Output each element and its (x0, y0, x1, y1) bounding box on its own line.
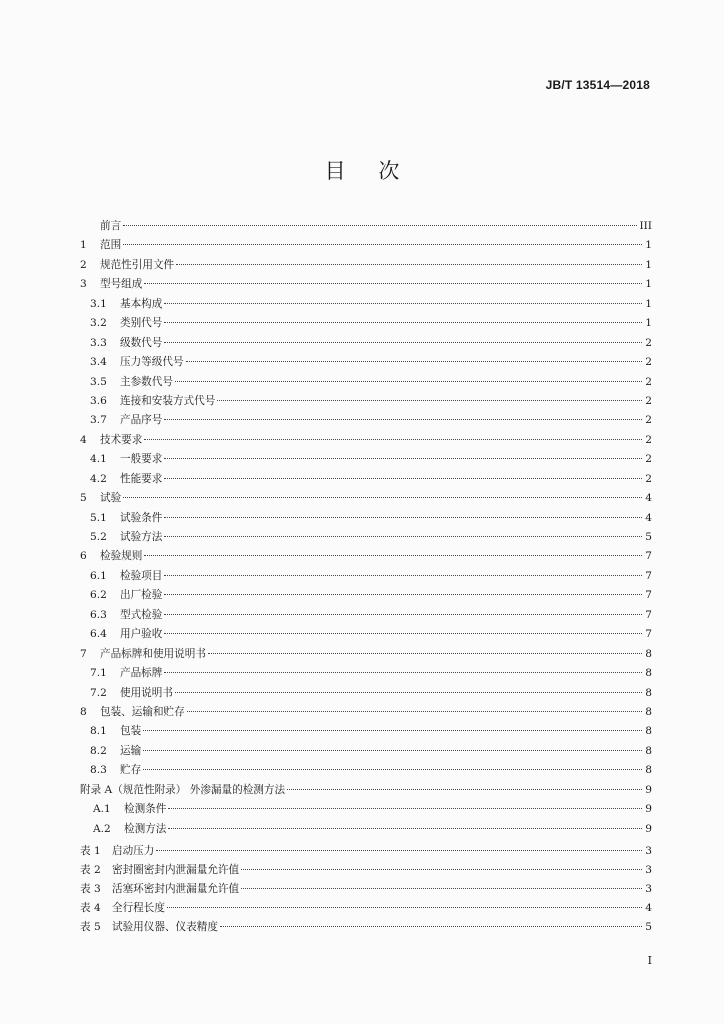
entry-number: A.1 (93, 803, 111, 816)
dot-leader (143, 750, 642, 751)
entry-page: 1 (645, 258, 652, 271)
toc-entry[interactable] (80, 626, 652, 645)
toc-entry[interactable] (80, 587, 652, 606)
entry-page: 3 (645, 882, 652, 895)
toc-entry[interactable] (80, 881, 652, 900)
entry-title: 产品标牌 (120, 667, 163, 680)
entry-title: 前言 (100, 220, 122, 232)
entry-page: 2 (645, 375, 652, 388)
dot-leader (123, 225, 637, 226)
standard-code: JB/T 13514—2018 (545, 78, 650, 92)
dot-leader (123, 497, 642, 498)
dot-leader (175, 692, 642, 693)
toc-entry[interactable] (80, 510, 652, 529)
dot-leader (217, 400, 642, 401)
toc-entry[interactable] (80, 607, 652, 626)
entry-number: 8 (80, 705, 87, 718)
dot-leader (164, 478, 642, 479)
dot-leader (164, 575, 642, 576)
entry-page: 4 (645, 511, 652, 524)
entry-page: 2 (645, 394, 652, 407)
entry-number: 3 (80, 278, 87, 291)
dot-leader (164, 633, 642, 634)
entry-title: 全行程长度 (112, 901, 165, 914)
entry-title: 出厂检验 (120, 589, 163, 602)
dot-leader (164, 614, 642, 615)
entry-page: 1 (645, 239, 652, 252)
entry-page: 8 (645, 705, 652, 718)
entry-page: 3 (645, 863, 652, 876)
entry-number: 5.2 (90, 531, 107, 543)
entry-page: 8 (645, 764, 652, 777)
entry-page: 7 (645, 608, 652, 621)
toc-entry[interactable] (80, 490, 652, 509)
entry-title: 使用说明书 (120, 686, 173, 699)
toc-entry[interactable] (80, 900, 652, 919)
entry-title: 基本构成 (120, 297, 163, 310)
entry-page: 8 (645, 744, 652, 757)
entry-number: 6.1 (90, 569, 107, 582)
toc-entry[interactable] (80, 723, 652, 742)
toc-entry[interactable] (80, 393, 652, 412)
entry-page: 2 (645, 356, 652, 369)
toc-entry[interactable] (80, 919, 652, 938)
toc-entry[interactable] (80, 335, 652, 354)
entry-title: 试验条件 (120, 511, 163, 524)
dot-leader (144, 555, 642, 556)
toc-entry[interactable] (80, 471, 652, 490)
entry-title: 密封圈密封内泄漏量允许值 (112, 863, 240, 876)
entry-number: 3.2 (90, 317, 107, 330)
toc-entry[interactable] (80, 412, 652, 431)
entry-number: 6 (80, 550, 87, 563)
entry-title: 主参数代号 (120, 375, 173, 388)
entry-title: 附录 A（规范性附录） 外渗漏量的检测方法 (80, 783, 286, 796)
toc-entry[interactable] (80, 685, 652, 704)
dot-leader (167, 907, 642, 908)
dot-leader (208, 653, 642, 654)
entry-page: 9 (645, 783, 652, 796)
dot-leader (220, 926, 642, 927)
entry-title: 产品序号 (120, 414, 163, 427)
entry-title: 运输 (120, 744, 142, 757)
entry-title: 检测条件 (124, 803, 167, 816)
entry-number: 8.1 (90, 725, 107, 738)
dot-leader (187, 711, 642, 712)
toc-entry[interactable] (80, 821, 652, 840)
toc-entry[interactable] (80, 257, 652, 276)
entry-number: 表 5 (80, 920, 101, 933)
entry-page: 7 (645, 569, 652, 582)
entry-title: 试验用仪器、仪表精度 (112, 920, 218, 933)
entry-title: 试验 (100, 492, 122, 505)
entry-title: 类别代号 (120, 317, 163, 330)
entry-number: 表 3 (80, 882, 101, 895)
entry-number: 8.2 (90, 744, 107, 757)
toc-entry[interactable] (80, 374, 652, 393)
dot-leader (164, 672, 642, 673)
entry-title: 包装、运输和贮存 (100, 705, 185, 718)
entry-page: 2 (645, 414, 652, 427)
toc-entry[interactable] (80, 315, 652, 334)
dot-leader (164, 342, 642, 343)
entry-title: 活塞环密封内泄漏量允许值 (112, 882, 240, 895)
entry-title: 启动压力 (112, 845, 155, 857)
entry-number: 3.3 (90, 336, 107, 349)
entry-page: 1 (645, 317, 652, 330)
entry-number: 4.2 (90, 472, 107, 485)
entry-title: 检测方法 (124, 822, 167, 835)
dot-leader (287, 789, 642, 790)
entry-number: 5 (80, 492, 87, 505)
toc-entry[interactable] (80, 762, 652, 781)
entry-title: 压力等级代号 (120, 356, 184, 369)
entry-page: 8 (645, 686, 652, 699)
toc-entry[interactable] (80, 862, 652, 881)
entry-title: 包装 (120, 725, 142, 738)
entry-number: 5.1 (90, 511, 107, 524)
dot-leader (143, 769, 642, 770)
table-list (80, 843, 652, 937)
entry-title: 技术要求 (100, 433, 143, 446)
entry-number: 3.6 (90, 394, 107, 407)
entry-number: 表 2 (80, 863, 101, 876)
dot-leader (241, 869, 642, 870)
toc-entry[interactable] (80, 451, 652, 470)
toc-entry[interactable] (80, 237, 652, 256)
entry-page: 8 (645, 647, 652, 660)
entry-title: 检验规则 (100, 550, 143, 563)
entry-page: 1 (645, 297, 652, 310)
entry-title: 性能要求 (120, 472, 163, 485)
entry-page: 2 (645, 453, 652, 466)
toc-entry[interactable] (80, 704, 652, 723)
dot-leader (144, 439, 642, 440)
dot-leader (164, 303, 642, 304)
entry-page: 3 (645, 845, 652, 857)
entry-page: 1 (645, 278, 652, 291)
entry-number: A.2 (93, 822, 111, 835)
dot-leader (168, 808, 642, 809)
dot-leader (186, 361, 642, 362)
entry-page: 8 (645, 725, 652, 738)
entry-number: 4 (80, 433, 87, 446)
entry-number: 7.1 (90, 667, 107, 680)
dot-leader (123, 244, 642, 245)
toc-entry[interactable] (80, 743, 652, 762)
entry-number: 1 (80, 239, 87, 252)
entry-number: 2 (80, 258, 87, 271)
entry-title: 规范性引用文件 (100, 258, 175, 271)
entry-title: 检验项目 (120, 569, 163, 582)
entry-number: 3.7 (90, 414, 107, 427)
entry-number: 3.4 (90, 356, 107, 369)
entry-page: 2 (645, 433, 652, 446)
entry-title: 贮存 (120, 764, 142, 777)
dot-leader (164, 536, 642, 537)
toc-entry[interactable] (80, 529, 652, 548)
entry-number: 6.3 (90, 608, 107, 621)
entry-title: 连接和安装方式代号 (120, 394, 216, 407)
dot-leader (144, 283, 642, 284)
entry-number: 3.1 (90, 297, 107, 310)
entry-page: 8 (645, 667, 652, 680)
entry-page: 9 (645, 822, 652, 835)
dot-leader (176, 264, 642, 265)
entry-number: 7.2 (90, 686, 107, 699)
page-number: I (647, 954, 652, 967)
entry-page: 4 (645, 901, 652, 914)
toc-entry[interactable] (80, 665, 652, 684)
dot-leader (164, 458, 642, 459)
entry-number: 表 4 (80, 901, 101, 914)
dot-leader (164, 594, 642, 595)
dot-leader (168, 828, 642, 829)
entry-title: 一般要求 (120, 453, 163, 466)
entry-title: 级数代号 (120, 336, 163, 349)
dot-leader (164, 517, 642, 518)
entry-title: 试验方法 (120, 531, 163, 543)
entry-number: 3.5 (90, 375, 107, 388)
entry-number: 6.2 (90, 589, 107, 602)
entry-number: 4.1 (90, 453, 107, 466)
entry-page: 5 (645, 920, 652, 933)
entry-number: 7 (80, 647, 87, 660)
entry-title: 产品标牌和使用说明书 (100, 647, 206, 660)
entry-page: 2 (645, 472, 652, 485)
toc-entry[interactable] (80, 646, 652, 665)
toc-entry[interactable] (80, 218, 652, 237)
dot-leader (164, 419, 642, 420)
entry-title: 范围 (100, 239, 122, 252)
entry-number: 表 1 (80, 845, 101, 857)
dot-leader (143, 730, 642, 731)
entry-page: 7 (645, 628, 652, 641)
toc-entry[interactable] (80, 432, 652, 451)
entry-page: 7 (645, 550, 652, 563)
toc-list (80, 218, 652, 840)
dot-leader (175, 381, 642, 382)
dot-leader (164, 322, 642, 323)
entry-title: 型号组成 (100, 278, 143, 291)
toc-entry[interactable] (80, 568, 652, 587)
entry-title: 用户验收 (120, 628, 163, 641)
entry-page: 7 (645, 589, 652, 602)
entry-page: 4 (645, 492, 652, 505)
dot-leader (156, 850, 642, 851)
entry-page: 5 (645, 531, 652, 543)
entry-page: III (639, 220, 652, 232)
toc-entry[interactable] (80, 843, 652, 862)
entry-title: 型式检验 (120, 608, 163, 621)
toc-entry[interactable] (80, 354, 652, 373)
toc-entry[interactable] (80, 548, 652, 567)
dot-leader (241, 888, 642, 889)
page-title: 目 次 (324, 159, 400, 183)
toc-entry[interactable] (80, 782, 652, 801)
entry-page: 9 (645, 803, 652, 816)
entry-number: 8.3 (90, 764, 107, 777)
toc-entry[interactable] (80, 276, 652, 295)
toc-entry[interactable] (80, 296, 652, 315)
entry-page: 2 (645, 336, 652, 349)
entry-number: 6.4 (90, 628, 107, 641)
toc-entry[interactable] (80, 801, 652, 820)
